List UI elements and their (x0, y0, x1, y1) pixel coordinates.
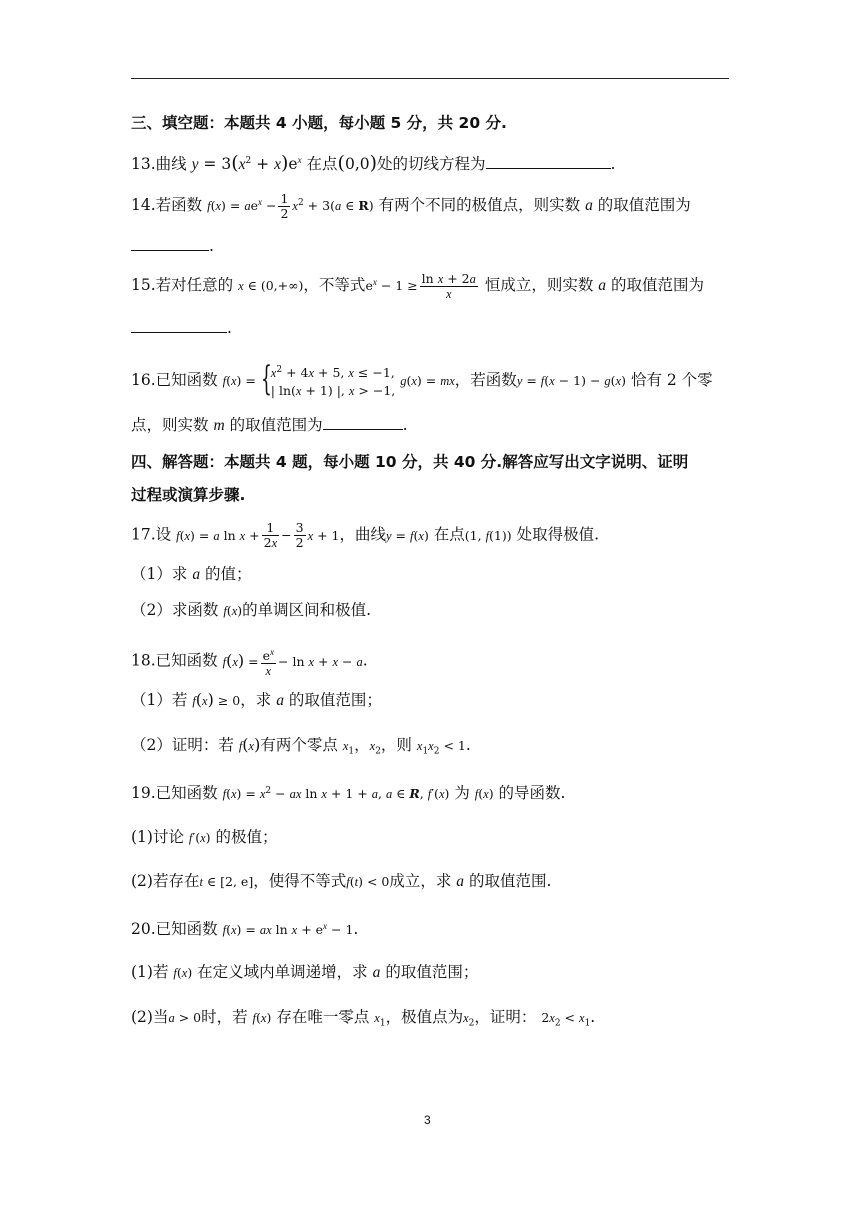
question-14: 14.若函数 $f(x) = ae^x$ − $\frac{1}{2}$ $x^2 + 3(a$ ∈ R) 有两个不同的极值点，则实数 a 的取值范围为 (131, 190, 691, 221)
answer-blank[interactable] (131, 234, 209, 251)
question-15: 15.若对任意的 x ∈ (0,+∞)，不等式$e^x - 1$ ≥ $\frac{\text{ln x + 2a}}{x}$ 恒成立，则实数 a 的取值范围为 (131, 270, 704, 301)
piecewise-function: { $x^2 + 4x + 5$, x ≤ −1, | ln(x + 1) |, x > −1, (260, 359, 396, 399)
question-18-part2: （2）证明：若 f(x)有两个零点 $x_1$，$x_2$，则 $x_1x_2 < 1$. (131, 735, 471, 757)
question-15-line2: . (131, 316, 232, 339)
question-16-line2: 点，则实数 m 的取值范围为 . (131, 413, 408, 437)
question-19: 19.已知函数 $f(x) = x^2$ − ax ln x + 1 + a, a ∈ R, f′(x) 为 f(x) 的导函数. (131, 784, 566, 803)
header-rule (131, 78, 729, 79)
question-17-part1: （1）求 a 的值； (131, 565, 252, 583)
question-17-part2: （2）求函数 f(x)的单调区间和极值. (131, 601, 372, 619)
question-20-part1: (1)若 f(x) 在定义域内单调递增，求 a 的取值范围； (131, 963, 479, 981)
question-20-part2: (2)当a > 0时，若 f(x) 存在唯一零点 $x_1$，极值点为$x_2$，证明： $2x_2 < x_1$. (131, 1008, 596, 1029)
formula: y (191, 156, 199, 174)
question-19-part1: (1)讨论 f′(x) 的极值； (131, 828, 278, 846)
answer-blank[interactable] (131, 316, 227, 333)
question-18: 18.已知函数 f(x) = $\frac{e^x}{x}$ − ln x + x − a. (131, 647, 368, 679)
question-17: 17.设 f(x) = a ln x + $\frac{1}{2x}$ − $\frac{3}{2}$ x + 1，曲线y = f(x) 在点(1, f(1)) 处取得极值. (131, 520, 600, 550)
fraction: $\frac{3}{2}$ (295, 520, 304, 550)
section-heading-answer: 四、解答题：本题共 4 题，每小题 10 分，共 40 分.解答应写出文字说明、证明 (131, 453, 689, 471)
answer-blank[interactable] (486, 152, 611, 169)
fraction: $\frac{1}{2x}$ (263, 520, 278, 550)
question-19-part2: (2)若存在t ∈ [2, e]，使得不等式f(t) < 0成立，求 a 的取值范围. (131, 872, 552, 890)
fraction: $\frac{1}{2}$ (280, 190, 289, 221)
section-heading-answer-line2: 过程或演算步骤. (131, 486, 246, 504)
page-number: 3 (424, 1113, 431, 1127)
question-14-line2: . (131, 234, 214, 257)
fraction: $\frac{\text{ln x + 2a}}{x}$ (421, 270, 476, 301)
section-heading-fill-in: 三、填空题：本题共 4 小题，每小题 5 分，共 20 分. (131, 114, 507, 132)
answer-blank[interactable] (323, 413, 403, 430)
question-13: 13.曲线 $y = 3(x^2 + x)e^x$ 在点(0,0)处的切线方程为 . (131, 152, 616, 175)
question-18-part1: （1）若 f(x) ≥ 0，求 a 的取值范围； (131, 690, 382, 709)
question-20: 20.已知函数 f(x) = ax $\ln x + e^x - 1$. (131, 920, 359, 939)
fraction: $\frac{e^x}{x}$ (262, 647, 274, 679)
question-16: 16.已知函数 f(x) = { $x^2 + 4x + 5$, x ≤ −1, | ln(x + 1) |, x > −1, g(x) = mx，若函数y = f(x − 1) − g(x) 恰有 2 个零 (131, 359, 713, 399)
